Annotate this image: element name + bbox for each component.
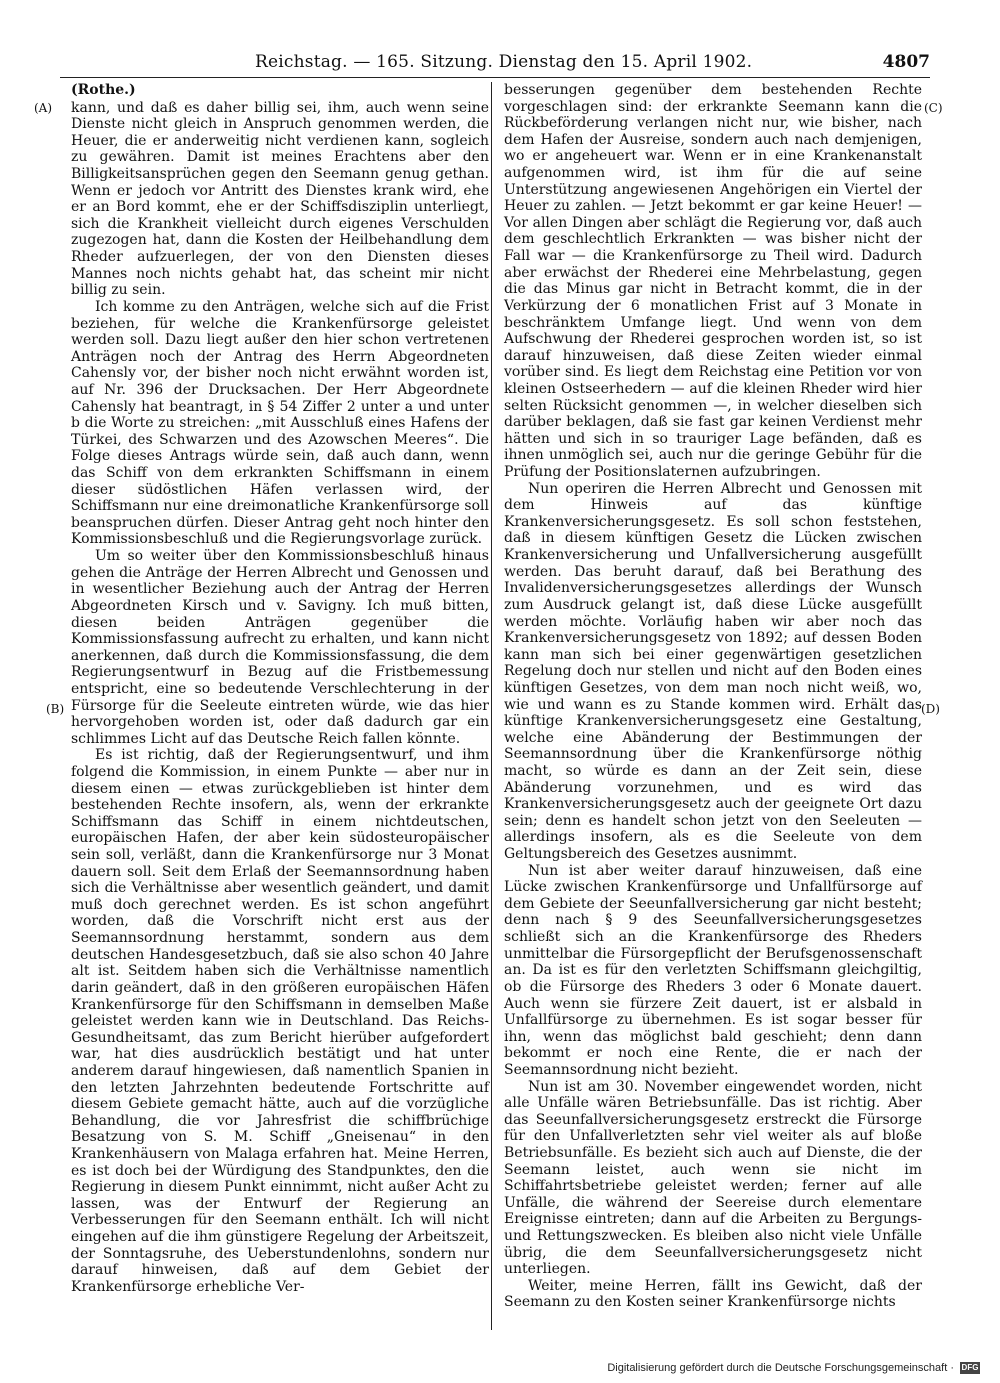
page-header [60,52,930,76]
margin-marker-c: (C) [924,101,943,115]
right-column [504,82,922,1311]
dfg-logo-icon: DFG [961,1363,979,1372]
paragraph: Nun ist am 30. November eingewendet worden, nicht alle Unfälle wären Betriebsunfälle. Das ist richtig. Aber das Seeunfallversicherungsgesetz erstreckt die Fürsorge für den Unfallverletzten sehr viel weiter als auf bloße Betriebsunfälle. Es bezieht sich auch auf Dienste, die der Seemann leistet, auch wenn sie nicht im Schiffahrtsbetriebe geleistet werden; ferner auf alle Unfälle, die während der Seereise durch elementare Ereignisse eintreten; dann auf die Arbeiten zu Bergungs- und Rettungszwecken. Es bleiben also nicht viele Unfälle übrig, die dem Seeunfallversicherungsgesetz nicht unterliegen. [504,1078,922,1278]
digitization-footer [607,1358,980,1378]
paragraph: Um so weiter über den Kommissionsbeschluß hinaus gehen die Anträge der Herren Albrecht und Genossen und in wesentlicher Beziehung auch der Antrag der Herren Abgeordneten Kirsch und v. Savigny. Ich muß bitten, diesen beiden Anträgen gegenüber die Kommissionsfassung aufrecht zu erhalten, und kann nicht anerkennen, daß durch die Kommissionsfassung, die dem Regierungsentwurf in Bezug auf die Fristbemessung entspricht, eine so bedeutende Verschlechterung in der Fürsorge für die Seeleute eintreten würde, wie das hier hervorgehoben worden ist, oder daß dadurch gar ein schlimmes Licht auf das Deutsche Reich fallen könnte. [71,548,489,747]
paragraph: Weiter, meine Herren, fällt ins Gewicht, daß der Seemann zu den Kosten seiner Krankenfürsorge nichts [504,1277,922,1311]
page-number: 4807 [882,52,930,72]
paragraph: Ich komme zu den Anträgen, welche sich auf die Frist beziehen, für welche die Krankenfürsorge geleistet werden soll. Dazu liegt außer den hier schon vertretenen Anträgen noch der Antrag des Herrn Abgeordneten Cahensly vor, der bisher noch nicht erwähnt worden ist, auf Nr. 396 der Drucksachen. Der Herr Abgeordnete Cahensly hat beantragt, in § 54 Ziffer 2 unter a und unter b die Worte zu streichen: „mit Ausschluß eines Hafens der Türkei, des Schwarzen und des Azowschen Meeres“. Die Folge dieses Antrags würde sein, daß auch dann, wenn das Schiff von dem erkrankten Schiffsmann in einem dieser südöstlichen Häfen verlassen wird, der Schiffsmann nur eine dreimonatliche Krankenfürsorge soll beanspruchen dürfen. Dieser Antrag geht noch hinter den Kommissionsbeschluß und die Regierungsvorlage zurück. [71,298,489,548]
header-rule [60,77,930,78]
margin-marker-d: (D) [921,702,940,716]
margin-marker-a: (A) [34,101,53,115]
margin-marker-b: (B) [46,702,65,716]
left-column [71,82,489,1295]
speaker-label: (Rothe.) [71,82,136,98]
paragraph: besserungen gegenüber dem bestehenden Rechte vorgeschlagen sind: der erkrankte Seemann kann die Rückbeförderung verlangen nicht nur, wie bisher, nach dem Hafen der Ausreise, sondern auch nach demjenigen, wo er angeheuert war. Wenn er in eine Krankenanstalt aufgenommen wird, ist ihm für die auf seine Unterstützung angewiesenen Angehörigen ein Viertel der Heuer zu zahlen. — Jetzt bekommt er gar keine Heuer! — Vor allen Dingen aber schlägt die Regierung vor, daß auch dem geschlechtlich Erkrankten — was bisher nicht der Fall war — die Krankenfürsorge zu Theil wird. Dadurch aber erwächst der Rhederei eine Mehrbelastung, gegen die das Minus gar nicht in Betracht kommt, die in der Verkürzung der 6 monatlichen Frist auf 3 Monate in beschränktem Umfange liegt. Und wenn von dem Aufschwung der Rhederei gesprochen worden ist, so ist darauf hinzuweisen, daß diese Zeiten wieder einmal vorüber sind. Es liegt dem Reichstag eine Petition vor von kleinen Ostseerhedern — auf die kleinen Rheder wird hier selten Rücksicht genommen —, in welcher dieselben sich darüber beklagen, daß sie fast gar keinen Verdienst mehr hätten und sich in so trauriger Lage befänden, daß es ihnen unmöglich sei, auch nur die geringe Gebühr für die Prüfung der Positionslaternen aufzubringen. [504,82,922,481]
column-divider [491,82,492,1330]
footer-text: Digitalisierung gefördert durch die Deutsche Forschungsgemeinschaft · [607,1362,954,1374]
paragraph: Es ist richtig, daß der Regierungsentwurf, und ihm folgend die Kommission, in einem Punkte — aber nur in diesem einen — etwas zurückgeblieben ist hinter dem bestehenden Rechte insofern, als, wenn der erkrankte Schiffsmann das Schiff in einem nichtdeutschen, europäischen Hafen, der aber kein südosteuropäischer sein soll, verläßt, dann die Krankenfürsorge nur 3 Monat dauern soll. Seit dem Erlaß der Seemannsordnung haben sich die Verhältnisse aber wesentlich geändert, und damit muß doch gerechnet werden. Es ist schon angeführt worden, daß die Vorschrift nicht erst aus der Seemannsordnung herstammt, sondern aus dem deutschen Handesgesetzbuch, daß sie also schon 40 Jahre alt ist. Seitdem haben sich die Verhältnisse namentlich darin geändert, daß in den größeren europäischen Häfen Krankenfürsorge für den Schiffsmann in demselben Maße geleistet werden kann wie in Deutschland. Das Reichs-Gesundheitsamt, das zum Bericht hierüber aufgefordert war, hat dies ausdrücklich bestätigt und hat unter anderem darauf hingewiesen, daß namentlich Spanien in den letzten Jahrzehnten bedeutende Fortschritte auf diesem Gebiete gemacht hätte, auch auf die vorzügliche Behandlung, die vor Jahresfrist die schiffbrüchige Besatzung von S. M. Schiff „Gneisenau“ in den Krankenhäusern von Malaga erfahren hat. Meine Herren, es ist doch bei der Würdigung des Standpunktes, den die Regierung in diesem Punkt einnimmt, nicht außer Acht zu lassen, was der Entwurf der Regierung an Verbesserungen für den Seemann enthält. Ich will nicht eingehen auf die ihm günstigere Regelung der Arbeitszeit, der Sonntagsruhe, des Ueberstundenlohns, sondern nur darauf hinweisen, daß auf dem Gebiet der Krankenfürsorge erhebliche Ver- [71,747,489,1295]
running-title: Reichstag. — 165. Sitzung. Dienstag den 15. April 1902. [255,52,753,72]
paragraph: Nun ist aber weiter darauf hinzuweisen, daß eine Lücke zwischen Krankenfürsorge und Unfallfürsorge auf dem Gebiete der Seeunfallversicherung gar nicht besteht; denn nach § 9 des Seeunfallversicherungsgesetzes schließt sich an die Krankenfürsorge des Rheders unmittelbar die Fürsorgepflicht der Berufsgenossenschaft an. Da ist es für den verletzten Schiffsmann gleichgiltig, ob die Fürsorge des Rheders 3 oder 6 Monate dauert. Auch wenn sie fürzere Zeit dauert, ist er alsbald in Unfallfürsorge zu übernehmen. Es ist sogar besser für ihn, wenn das möglichst bald geschieht; denn dann bekommt er noch eine Rente, die er nach der Seemannsordnung nicht bezieht. [504,862,922,1078]
paragraph: kann, und daß es daher billig sei, ihm, auch wenn seine Dienste nicht gleich in Anspruch genommen werden, die Heuer, die er anderweitig nicht verdienen kann, sogleich zu gewähren. Damit ist meines Erachtens aber den Billigkeitsansprüchen gegen den Seemann genug gethan. Wenn er jedoch vor Antritt des Dienstes krank wird, ehe er an Bord kommt, ehe er der Schiffsdisziplin unterliegt, sich die Krankheit vielleicht durch eigenes Verschulden zugezogen hat, dann die Kosten der Heilbehandlung dem Rheder aufzuerlegen, der von den Diensten dieses Mannes noch nichts gehabt hat, das scheint mir nicht billig zu sein. [71,99,489,299]
paragraph: Nun operiren die Herren Albrecht und Genossen mit dem Hinweis auf das künftige Krankenversicherungsgesetz. Es soll schon feststehen, daß in diesem künftigen Gesetz die Lücken zwischen Krankenversicherung und Unfallversicherung ausgefüllt werden. Das beruht darauf, daß bei Berathung des Invalidenversicherungsgesetzes allerdings der Wunsch zum Ausdruck gelangt ist, daß diese Lücke ausgefüllt werden möchte. Vorläufig haben wir aber noch das Krankenversicherungsgesetz von 1892; auf dessen Boden kann man sich bei einer gegenwärtigen gesetzlichen Regelung doch nur stellen und nicht auf den Boden eines künftigen Gesetzes, von dem man noch nicht weiß, wo, wie und wann es zu Stande kommen wird. Erhält das künftige Krankenversicherungsgesetz eine Gestaltung, welche eine Abänderung der Bestimmungen der Seemannsordnung über die Krankenfürsorge nöthig macht, so würde es dann an der Zeit sein, diese Abänderung vorzunehmen, und es wird das Krankenversicherungsgesetz auch der geeignete Ort dazu sein; denn es handelt schon jetzt von den Seeleuten — allerdings insofern, als es die Seeleute von dem Geltungsbereich des Gesetzes ausnimmt. [504,480,922,863]
